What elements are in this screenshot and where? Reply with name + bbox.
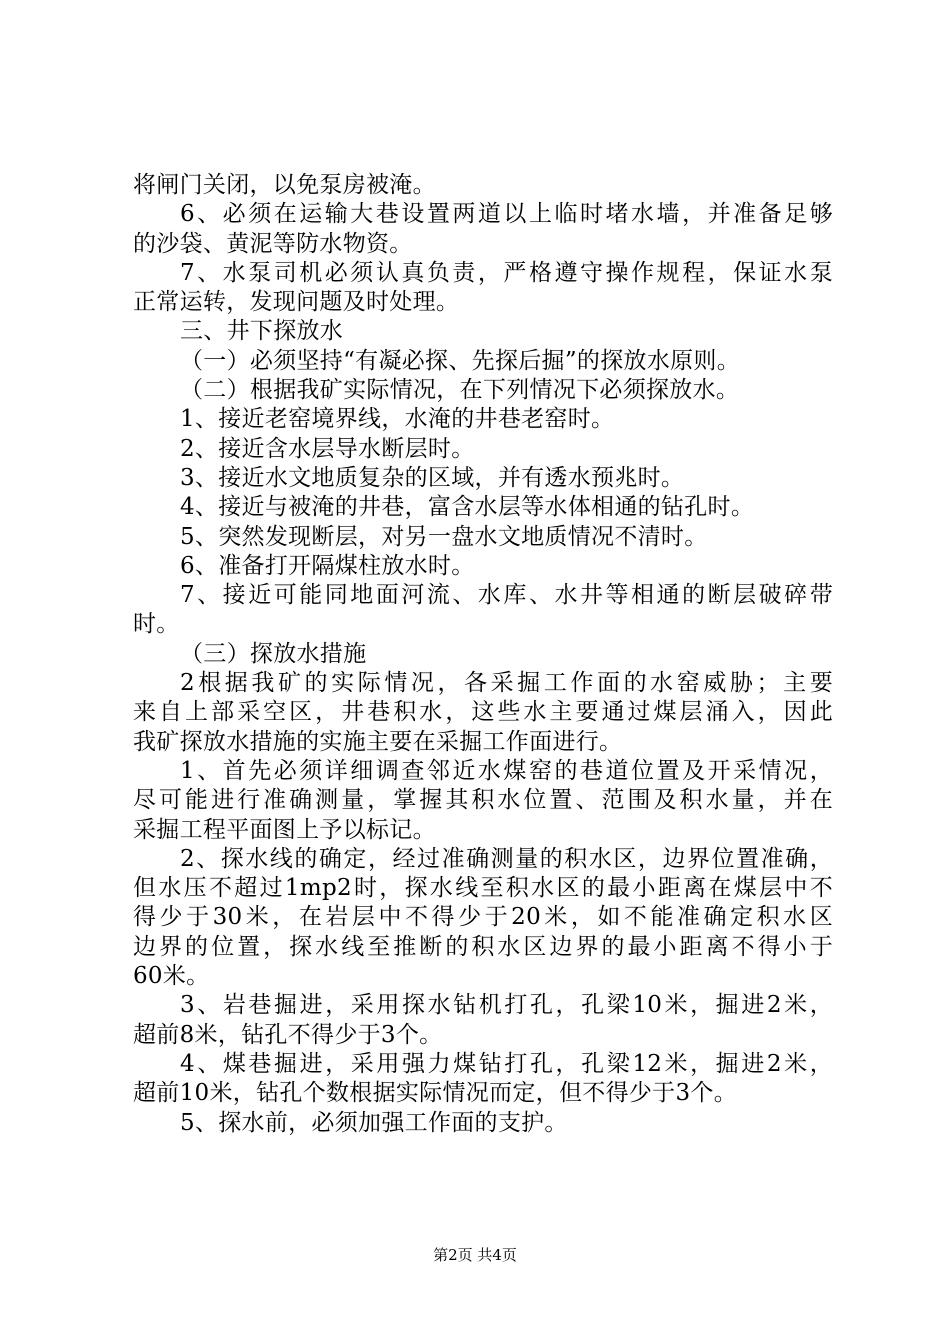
- paragraph-line: 3、接近水文地质复杂的区域，并有透水预兆时。: [180, 464, 685, 491]
- paragraph-line: 4、接近与被淹的井巷，富含水层等水体相通的钻孔时。: [180, 494, 755, 521]
- paragraph-line: 2、接近含水层导水断层时。: [180, 435, 475, 462]
- paragraph-line: 1、首先必须详细调查邻近水煤窑的巷道位置及开采情况，: [180, 757, 833, 784]
- paragraph-line: 5、探水前，必须加强工作面的支护。: [180, 1109, 568, 1136]
- paragraph-line: 我矿探放水措施的实施主要在采掘工作面进行。: [133, 728, 623, 755]
- paragraph-line: 尽可能进行准确测量，掌握其积水位置、范围及积水量，并在: [133, 787, 833, 814]
- paragraph-line: 4、煤巷掘进，采用强力煤钻打孔，孔梁12米，掘进2米，: [180, 1050, 833, 1077]
- paragraph-line: （一）必须坚持“有凝必探、先探后掘”的探放水原则。: [180, 347, 741, 374]
- paragraph-line: 将闸门关闭，以免泵房被淹。: [133, 172, 436, 198]
- paragraph-line: 得少于30米，在岩层中不得少于20米，如不能准确定积水区: [133, 904, 833, 931]
- paragraph-line: 超前10米，钻孔个数根据实际情况而定，但不得少于3个。: [133, 1080, 737, 1107]
- paragraph-line: 边界的位置，探水线至推断的积水区边界的最小距离不得小于: [133, 933, 833, 960]
- page-footer: 第2页 共4页: [433, 1246, 517, 1264]
- paragraph-line: （二）根据我矿实际情况，在下列情况下必须探放水。: [180, 377, 740, 404]
- paragraph-line: 5、突然发现断层，对另一盘水文地质情况不清时。: [180, 523, 708, 550]
- paragraph-line: 时。: [133, 611, 180, 638]
- paragraph-line: 但水压不超过1mp2时，探水线至积水区的最小距离在煤层中不: [133, 875, 833, 902]
- paragraph-line: 2根据我矿的实际情况，各采掘工作面的水窑威胁；主要: [180, 670, 833, 697]
- paragraph-line: 6、必须在运输大巷设置两道以上临时堵水墙，并准备足够: [180, 201, 833, 228]
- document-body: [133, 171, 833, 1138]
- paragraph-line: 60米。: [133, 963, 210, 990]
- paragraph-line: 6、准备打开隔煤柱放水时。: [180, 552, 475, 579]
- paragraph-line: 1、接近老窑境界线，水淹的井巷老窑时。: [180, 406, 615, 433]
- paragraph-line: 三、井下探放水: [180, 318, 344, 345]
- paragraph-line: 7、水泵司机必须认真负责，严格遵守操作规程，保证水泵: [180, 259, 833, 286]
- paragraph-line: 正常运转，发现问题及时处理。: [133, 289, 460, 316]
- paragraph-line: 3、岩巷掘进，采用探水钻机打孔，孔梁10米，掘进2米，: [180, 992, 833, 1019]
- paragraph-line: 的沙袋、黄泥等防水物资。: [133, 230, 413, 257]
- paragraph-line: 采掘工程平面图上予以标记。: [133, 816, 436, 843]
- paragraph-line: 来自上部采空区，井巷积水，这些水主要通过煤层涌入，因此: [133, 699, 833, 726]
- paragraph-line: （三）探放水措施: [180, 640, 367, 667]
- paragraph-line: 2、探水线的确定，经过准确测量的积水区，边界位置准确，: [180, 845, 833, 872]
- paragraph-line: 7、接近可能同地面河流、水库、水井等相通的断层破碎带: [180, 582, 833, 609]
- paragraph-line: 超前8米，钻孔不得少于3个。: [133, 1021, 443, 1048]
